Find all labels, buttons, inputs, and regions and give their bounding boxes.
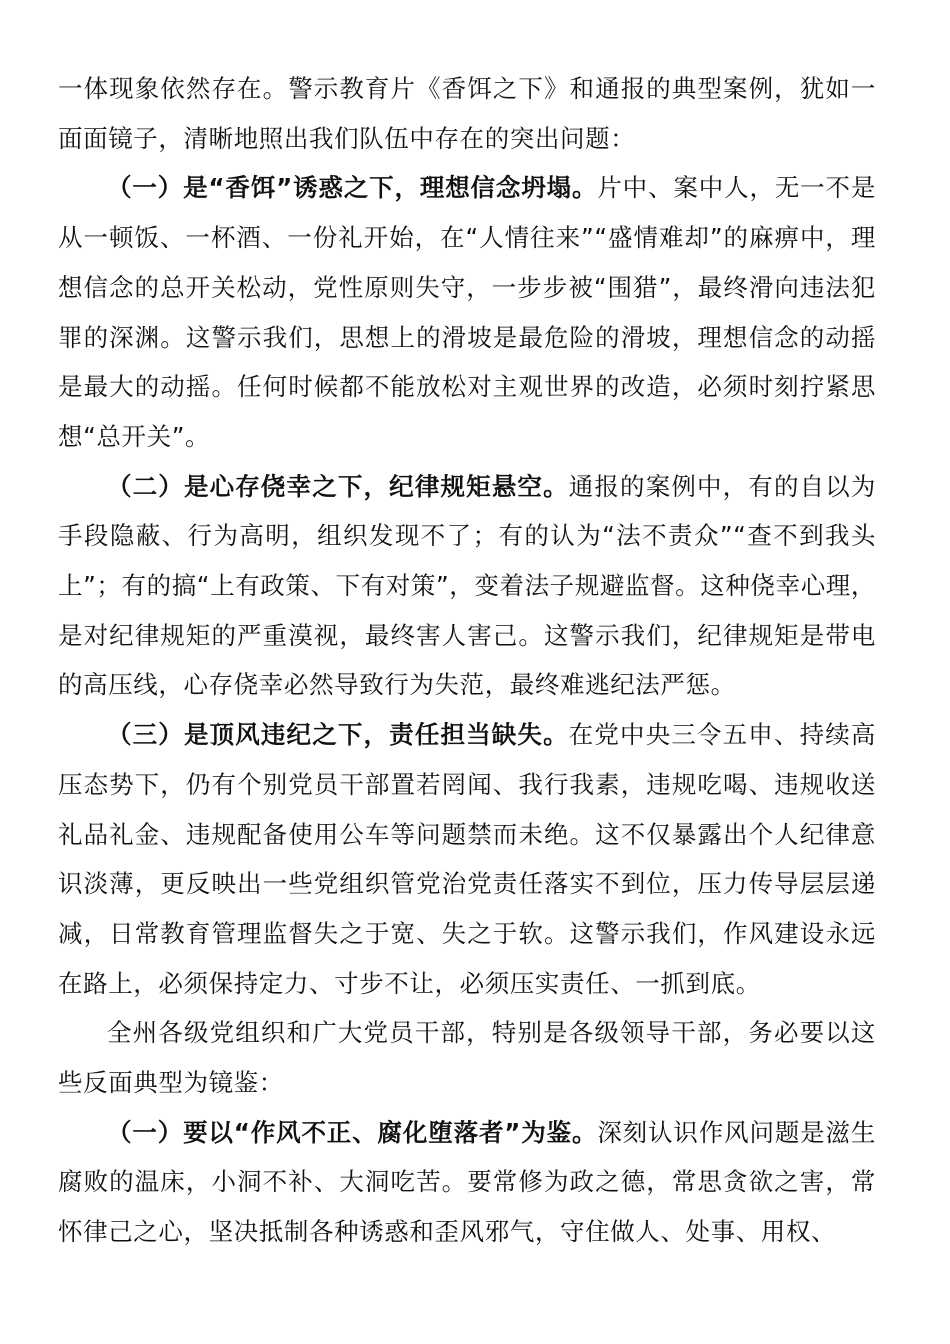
paragraph-heading: （二）是心存侥幸之下，纪律规矩悬空。 — [107, 471, 569, 501]
paragraph-intro-continuation — [58, 64, 876, 163]
paragraph-heading: （一）是“香饵”诱惑之下，理想信念坍塌。 — [107, 173, 598, 203]
paragraph-point-1-ideals — [58, 163, 876, 461]
paragraph-text: 片中、案中人，无一不是从一顿饭、一杯酒、一份礼开始，在“人情往来”“盛情难却”的麻痹中，理想信念的总开关松动，党性原则失守，一步步被“围猎”，最终滑向违法犯罪的深渊。这警示我们，思想上的滑坡是最危险的滑坡，理想信念的动摇是最大的动摇。任何时候都不能放松对主观世界的改造，必须时刻拧紧思想“总开关”。 — [58, 173, 876, 451]
paragraph-text: 在党中央三令五申、持续高压态势下，仍有个别党员干部置若罔闻、我行我素，违规吃喝、违规收送礼品礼金、违规配备使用公车等问题禁而未绝。这不仅暴露出个人纪律意识淡薄，更反映出一些党组织管党治党责任落实不到位，压力传导层层递减，日常教育管理监督失之于宽、失之于软。这警示我们，作风建设永远在路上，必须保持定力、寸步不让，必须压实责任、一抓到底。 — [58, 720, 876, 998]
paragraph-heading: （三）是顶风违纪之下，责任担当缺失。 — [107, 720, 569, 750]
paragraph-point-2-discipline — [58, 462, 876, 711]
paragraph-text: 通报的案例中，有的自以为手段隐蔽、行为高明，组织发现不了；有的认为“法不责众”“查不到我头上”；有的搞“上有政策、下有对策”，变着法子规避监督。这种侥幸心理，是对纪律规矩的严重漠视，最终害人害己。这警示我们，纪律规矩是带电的高压线，心存侥幸必然导致行为失范，最终难逃纪法严惩。 — [58, 471, 876, 700]
paragraph-text: 全州各级党组织和广大党员干部，特别是各级领导干部，务必要以这些反面典型为镜鉴： — [58, 1018, 876, 1098]
paragraph-call-to-action — [58, 1008, 876, 1107]
paragraph-point-3-responsibility — [58, 710, 876, 1008]
paragraph-text: 一体现象依然存在。警示教育片《香饵之下》和通报的典型案例，犹如一面面镜子，清晰地照出我们队伍中存在的突出问题： — [58, 74, 876, 153]
paragraph-lesson-1-conduct — [58, 1108, 876, 1257]
document-page — [58, 64, 876, 1257]
paragraph-text: 深刻认识作风问题是滋生腐败的温床，小洞不补、大洞吃苦。要常修为政之德，常思贪欲之害，常怀律己之心，坚决抵制各种诱惑和歪风邪气，守住做人、处事、用权、 — [58, 1117, 876, 1247]
paragraph-heading: （一）要以“作风不正、腐化堕落者”为鉴。 — [107, 1117, 598, 1147]
